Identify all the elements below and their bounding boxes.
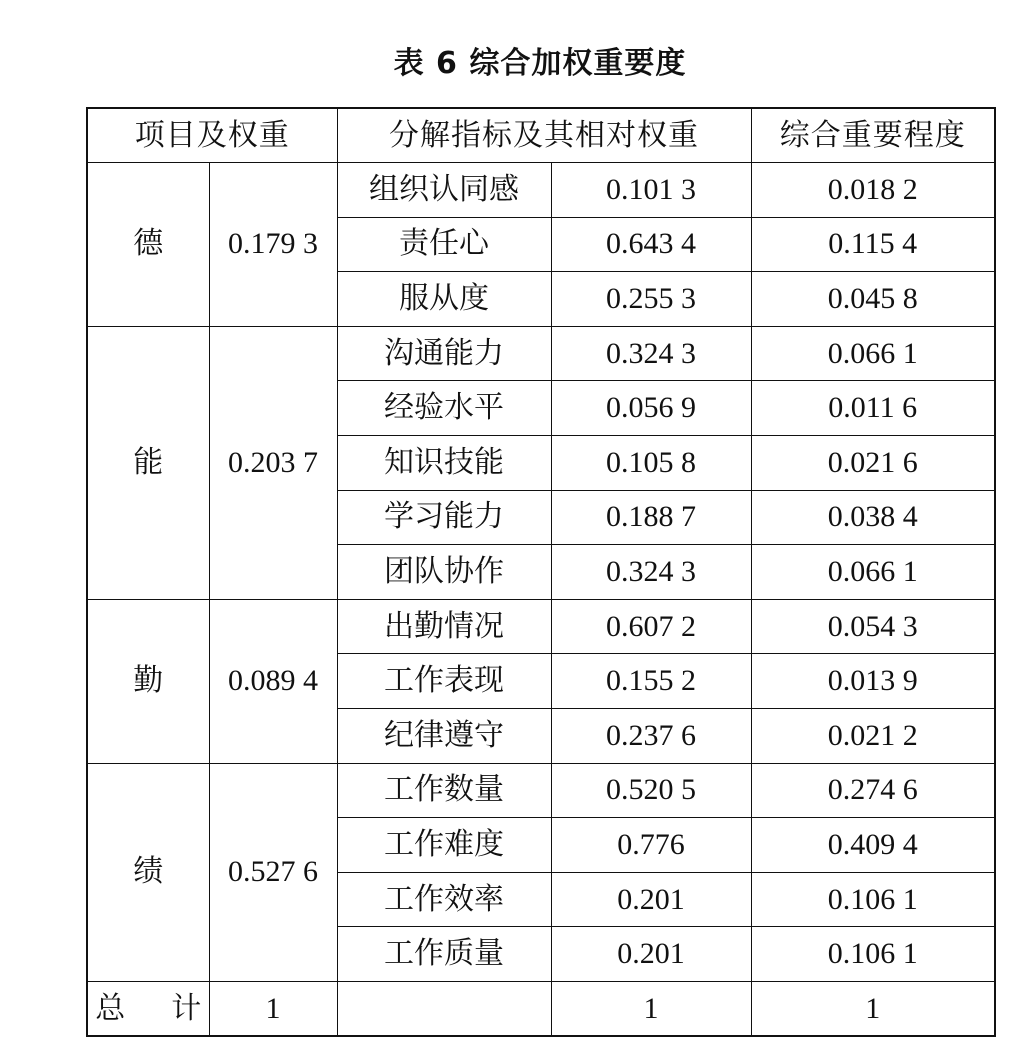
- group-weight: 0.089 4: [209, 599, 337, 763]
- table-row: [87, 763, 995, 818]
- combined-importance: 0.106 1: [751, 872, 995, 927]
- indicator-name: 纪律遵守: [337, 709, 551, 764]
- indicator-name: 工作表现: [337, 654, 551, 709]
- total-relative-weight: 1: [551, 982, 751, 1037]
- indicator-name: 知识技能: [337, 436, 551, 491]
- total-row: [87, 982, 995, 1037]
- header-combined-importance: 综合重要程度: [751, 108, 995, 163]
- header-project-weight: 项目及权重: [87, 108, 337, 163]
- group-weight: 0.527 6: [209, 763, 337, 981]
- total-label-first: 总: [95, 990, 126, 1026]
- header-indicator-weight: 分解指标及其相对权重: [337, 108, 751, 163]
- combined-importance: 0.066 1: [751, 326, 995, 381]
- relative-weight: 0.155 2: [551, 654, 751, 709]
- relative-weight: 0.201: [551, 927, 751, 982]
- indicator-name: 工作效率: [337, 872, 551, 927]
- weighted-importance-table: [86, 107, 996, 1037]
- relative-weight: 0.201: [551, 872, 751, 927]
- relative-weight: 0.255 3: [551, 272, 751, 327]
- group-name: 德: [87, 163, 209, 327]
- combined-importance: 0.115 4: [751, 217, 995, 272]
- indicator-name: 出勤情况: [337, 599, 551, 654]
- relative-weight: 0.101 3: [551, 163, 751, 218]
- indicator-name: 责任心: [337, 217, 551, 272]
- group-name: 绩: [87, 763, 209, 981]
- combined-importance: 0.054 3: [751, 599, 995, 654]
- group-name: 能: [87, 326, 209, 599]
- indicator-name: 工作难度: [337, 818, 551, 873]
- table-row: [87, 326, 995, 381]
- combined-importance: 0.021 6: [751, 436, 995, 491]
- indicator-name: 工作质量: [337, 927, 551, 982]
- combined-importance: 0.274 6: [751, 763, 995, 818]
- table-row: [87, 599, 995, 654]
- combined-importance: 0.021 2: [751, 709, 995, 764]
- relative-weight: 0.324 3: [551, 545, 751, 600]
- combined-importance: 0.018 2: [751, 163, 995, 218]
- indicator-name: 服从度: [337, 272, 551, 327]
- relative-weight: 0.607 2: [551, 599, 751, 654]
- table-row: [87, 163, 995, 218]
- total-label-second: 计: [171, 990, 202, 1026]
- relative-weight: 0.188 7: [551, 490, 751, 545]
- indicator-name: 团队协作: [337, 545, 551, 600]
- indicator-name: 工作数量: [337, 763, 551, 818]
- group-weight: 0.203 7: [209, 326, 337, 599]
- combined-importance: 0.106 1: [751, 927, 995, 982]
- relative-weight: 0.776: [551, 818, 751, 873]
- combined-importance: 0.066 1: [751, 545, 995, 600]
- group-weight: 0.179 3: [209, 163, 337, 327]
- combined-importance: 0.045 8: [751, 272, 995, 327]
- indicator-name: 学习能力: [337, 490, 551, 545]
- relative-weight: 0.520 5: [551, 763, 751, 818]
- relative-weight: 0.105 8: [551, 436, 751, 491]
- total-weight: 1: [209, 982, 337, 1037]
- total-combined-importance: 1: [751, 982, 995, 1037]
- indicator-name: 组织认同感: [337, 163, 551, 218]
- total-label: [87, 982, 209, 1037]
- combined-importance: 0.011 6: [751, 381, 995, 436]
- table-caption: 表 6 综合加权重要度: [393, 46, 687, 81]
- indicator-name: 沟通能力: [337, 326, 551, 381]
- relative-weight: 0.324 3: [551, 326, 751, 381]
- relative-weight: 0.056 9: [551, 381, 751, 436]
- total-indicator: [337, 982, 551, 1037]
- table-header-row: [87, 108, 995, 163]
- relative-weight: 0.643 4: [551, 217, 751, 272]
- combined-importance: 0.038 4: [751, 490, 995, 545]
- combined-importance: 0.013 9: [751, 654, 995, 709]
- indicator-name: 经验水平: [337, 381, 551, 436]
- relative-weight: 0.237 6: [551, 709, 751, 764]
- combined-importance: 0.409 4: [751, 818, 995, 873]
- group-name: 勤: [87, 599, 209, 763]
